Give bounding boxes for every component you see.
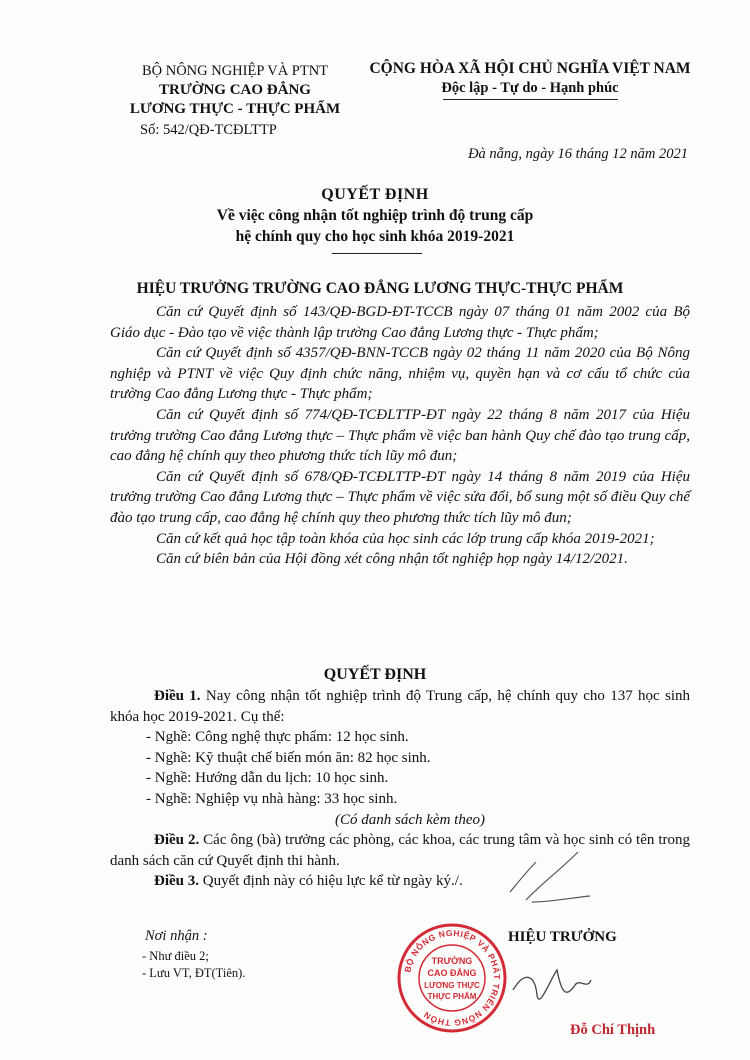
stamp-ring-text: BỘ NÔNG NGHIỆP VÀ PHÁT TRIỂN NÔNG THÔN — [402, 927, 503, 1029]
recipients-list — [142, 948, 245, 982]
article-1-item: - Nghề: Hướng dẫn du lịch: 10 học sinh. — [146, 770, 389, 787]
issuing-authority: HIỆU TRƯỞNG TRƯỜNG CAO ĐẲNG LƯƠNG THỰC-THỰC PHẨM — [136, 280, 624, 297]
motto-underline — [443, 99, 618, 100]
national-header — [360, 60, 700, 100]
ground-item: Căn cứ Quyết định số 678/QĐ-TCĐLTTP-ĐT ngày 14 tháng 8 năm 2019 của Hiệu trưởng trường Cao đẳng Lương thực – Thực phẩm về việc sửa đổi, bổ sung một số điều Quy chế đào tạo trung cấp, cao đẳng hệ chính quy theo phương thức tích lũy mô đun; — [110, 468, 690, 526]
signer-title: HIỆU TRƯỞNG — [508, 929, 617, 945]
ground-item: Căn cứ Quyết định số 4357/QĐ-BNN-TCCB ngày 02 tháng 11 năm 2020 của Bộ Nông nghiệp và PTNT về việc Quy định chức năng, nhiệm vụ, quyền hạn và cơ cấu tổ chức của trường Cao đẳng Lương thực - Thực phẩm; — [110, 345, 690, 403]
ground-item: Căn cứ Quyết định số 774/QĐ-TCĐLTTP-ĐT ngày 22 tháng 8 năm 2017 của Hiệu trưởng trường Cao đẳng Lương thực – Thực phẩm về việc ban hành Quy chế đào tạo trung cấp, cao đẳng hệ chính quy theo phương thức tích lũy mô đun; — [110, 406, 690, 465]
article-1-item: - Nghề: Nghiệp vụ nhà hàng: 33 học sinh. — [146, 790, 398, 807]
article-2-label: Điều 2. — [154, 832, 200, 849]
recipients-heading: Nơi nhận : — [145, 928, 208, 944]
article-1-text: Nay công nhận tốt nghiệp trình độ Trung cấp, hệ chính quy cho 137 học sinh khóa học 2019-2021. Cụ thể: — [110, 688, 690, 725]
title-divider — [332, 253, 422, 254]
article-3-text: Quyết định này có hiệu lực kể từ ngày ký./. — [199, 873, 463, 890]
national-motto: Độc lập - Tự do - Hạnh phúc — [441, 80, 619, 96]
article-1-label: Điều 1. — [154, 688, 201, 704]
title-subject-line1: Về việc công nhận tốt nghiệp trình độ trung cấp — [216, 207, 534, 224]
issuer-block — [110, 62, 360, 119]
legal-grounds — [110, 302, 690, 570]
recipient-item: - Như điều 2; — [142, 949, 209, 963]
recipient-item: - Lưu VT, ĐT(Tiên). — [142, 966, 246, 980]
issue-date: Đà nẵng, ngày 16 tháng 12 năm 2021 — [468, 146, 688, 162]
school-name-line1: TRƯỜNG CAO ĐẲNG — [159, 82, 311, 98]
stamp-line: CAO ĐẲNG — [427, 968, 477, 978]
article-1 — [110, 686, 690, 727]
article-1-item: - Nghề: Kỹ thuật chế biến món ăn: 82 học sinh. — [146, 749, 431, 766]
stamp-line: THỰC PHẨM — [427, 992, 477, 1001]
decision-heading: QUYẾT ĐỊNH — [323, 666, 427, 683]
attachment-note: (Có danh sách kèm theo) — [335, 811, 485, 828]
handwritten-signature — [505, 950, 595, 1020]
article-1-item: - Nghề: Công nghệ thực phẩm: 12 học sinh. — [146, 729, 409, 746]
article-2-text: Các ông (bà) trưởng các phòng, các khoa, các trung tâm và học sinh có tên trong danh sách căn cứ Quyết định thi hành. — [110, 832, 690, 869]
official-seal-stamp — [396, 922, 508, 1034]
title-subject-line2: hệ chính quy cho học sinh khóa 2019-2021 — [235, 228, 515, 245]
ground-item: Căn cứ Quyết định số 143/QĐ-BGD-ĐT-TCCB ngày 07 tháng 01 năm 2002 của Bộ Giáo dục - Đào tạo về việc thành lập trường Cao đẳng Lương thực - Thực phẩm; — [110, 304, 690, 341]
ministry-name: BỘ NÔNG NGHIỆP VÀ PTNT — [141, 63, 329, 79]
signer-name: Đỗ Chí Thịnh — [570, 1022, 656, 1038]
republic-name: CỘNG HÒA XÃ HỘI CHỦ NGHĨA VIỆT NAM — [369, 60, 691, 77]
document-number: Số: 542/QĐ-TCĐLTTP — [140, 122, 277, 138]
ground-item: Căn cứ kết quả học tập toàn khóa của học sinh các lớp trung cấp khóa 2019-2021; — [156, 530, 655, 547]
document-title — [80, 184, 670, 247]
article-3-label: Điều 3. — [154, 873, 199, 890]
stamp-line: LƯƠNG THỰC — [424, 981, 480, 990]
ground-item: Căn cứ biên bản của Hội đồng xét công nhận tốt nghiệp họp ngày 14/12/2021. — [156, 551, 628, 568]
title-heading: QUYẾT ĐỊNH — [321, 186, 429, 203]
stamp-line: TRƯỜNG — [431, 956, 473, 966]
school-name-line2: LƯƠNG THỰC - THỰC PHẨM — [129, 101, 341, 117]
